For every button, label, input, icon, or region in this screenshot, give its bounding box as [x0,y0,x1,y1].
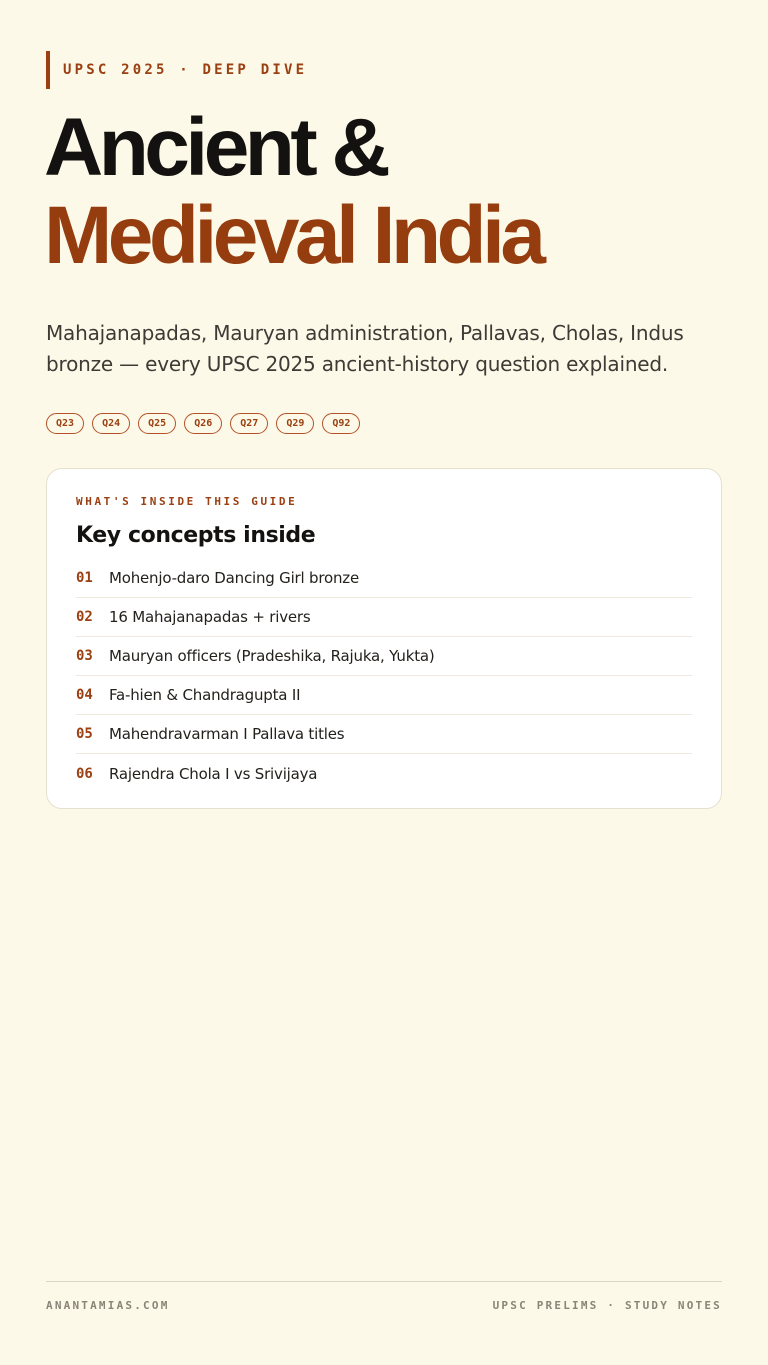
item-number: 03 [76,648,93,664]
list-item [76,637,692,676]
question-chip[interactable]: Q26 [184,413,222,434]
item-number: 02 [76,609,93,625]
item-text: Mahendravarman I Pallava titles [109,725,345,743]
page-title [44,104,734,280]
item-number: 04 [76,687,93,703]
card-title: Key concepts inside [76,523,316,548]
item-text: Rajendra Chola I vs Srivijaya [109,764,318,783]
question-chips [46,413,360,434]
footer-site-link[interactable]: ANANTAMIAS.COM [46,1299,170,1312]
eyebrow-label: UPSC 2025 · DEEP DIVE [46,51,307,89]
question-chip[interactable]: Q25 [138,413,176,434]
subtitle: Mahajanapadas, Mauryan administration, Pallavas, Cholas, Indus bronze — every UPSC 2025 ancient-history question explained. [46,321,684,376]
item-text: Mauryan officers (Pradeshika, Rajuka, Yukta) [109,647,435,665]
question-chip[interactable]: Q29 [276,413,314,434]
list-item [76,559,692,598]
contents-card [46,468,722,809]
question-chip[interactable]: Q24 [92,413,130,434]
question-chip[interactable]: Q23 [46,413,84,434]
item-number: 05 [76,726,93,742]
concept-list [76,559,692,793]
question-chip[interactable]: Q92 [322,413,360,434]
list-item [76,715,692,754]
title-line-1: Ancient & [44,102,387,193]
item-text: Fa-hien & Chandragupta II [109,686,301,704]
item-text: Mohenjo-daro Dancing Girl bronze [109,569,359,587]
list-item [76,598,692,637]
item-text: 16 Mahajanapadas + rivers [109,608,311,626]
list-item [76,754,692,793]
card-eyebrow: WHAT'S INSIDE THIS GUIDE [76,495,298,508]
item-number: 06 [76,765,93,782]
title-line-2: Medieval India [44,190,542,281]
footer [46,1281,722,1312]
footer-label: UPSC PRELIMS · STUDY NOTES [492,1299,722,1312]
list-item [76,676,692,715]
question-chip[interactable]: Q27 [230,413,268,434]
item-number: 01 [76,570,93,586]
